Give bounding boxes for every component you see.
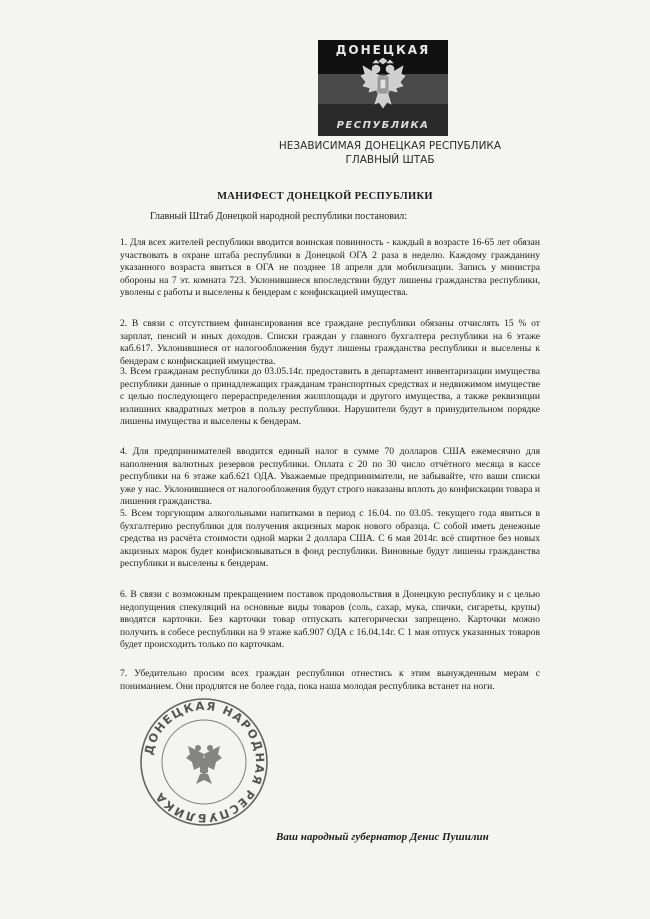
- stamp-eagle-icon: [186, 745, 222, 784]
- paragraph-6: 6. В связи с возможным прекращением поставок продовольствия в Донецкую республику и с целью недопущения спекуляций на основные виды товаров (соль, сахар, мука, спички, сигареты, крупы) вводятся карточки. Без карточки товар отпускать категорически запрещено. Карточки можно получить в собесе республики на 9 этаже каб.907 ОДА с 16.04.14г. С 1 мая отпуск указанных товаров будет происходить только по карточкам.: [120, 589, 540, 651]
- document-intro: Главный Штаб Донецкой народной республики постановил:: [150, 211, 408, 222]
- organization-name: НЕЗАВИСИМАЯ ДОНЕЦКАЯ РЕСПУБЛИКА: [278, 140, 502, 152]
- paragraph-5: 5. Всем торгующим алкогольными напитками в период с 16.04. по 03.05. текущего года явиться в бухгалтерию республики для получения акцизных марок нового образца. С собой иметь денежные средства из расчёта стоимости одной марки 2 доллара США. С 6 мая 2014г. всё спиртное без новых акцизных марок будет конфисковываться в фонд республики. Виновные будут лишены гражданства республики и выселены к бендерам.: [120, 508, 540, 570]
- paragraph-7: 7. Убедительно просим всех граждан республики отнестись к этим вынужденным мерам с пониманием. Они продлятся не более года, пока наша молодая республика встанет на ноги.: [120, 668, 540, 692]
- organization-department: ГЛАВНЫЙ ШТАБ: [345, 154, 435, 166]
- paragraph-1: 1. Для всех жителей республики вводится воинская повинность - каждый в возрасте 16-65 лет обязан участвовать в охране штаба республики в Донецкой ОГА 2 раза в неделю. Каждому гражданину указанного возраста явиться в ОГА не позднее 18 апреля для мобилизации. Запись у министра обороны на 7 эт. комната 723. Уклонившиеся впоследствии будут лишены гражданства республики, уволены с работы и выселены к бендерам с конфискацией имущества.: [120, 237, 540, 299]
- emblem-top-text: ДОНЕЦКАЯ: [335, 43, 431, 57]
- official-stamp: [138, 696, 270, 828]
- double-headed-eagle-icon: [359, 58, 407, 120]
- signature-line: Ваш народный губернатор Денис Пушилин: [276, 831, 489, 843]
- stamp-text: ДОНЕЦКАЯ НАРОДНАЯ РЕСПУБЛИКА: [141, 698, 268, 826]
- document-title: МАНИФЕСТ ДОНЕЦКОЙ РЕСПУБЛИКИ: [217, 191, 433, 202]
- emblem-bottom-text: РЕСПУБЛИКА: [336, 120, 430, 131]
- paragraph-4: 4. Для предпринимателей вводится единый налог в сумме 70 долларов США ежемесячно для наполнения валютных резервов республики. Оплата с 20 по 30 число отчётного месяца в кассе республики на 6 этаже каб.621 ОДА. Уважаемые предприниматели, не забывайте, что ваши списки уже у нас. Уклонившиеся от налогообложения будут строго наказаны вплоть до конфискации товара и лишения гражданства.: [120, 446, 540, 508]
- paragraph-2: 2. В связи с отсутствием финансирования все граждане республики обязаны отчислять 15 % от зарплат, пенсий и иных доходов. Списки граждан у главного бухгалтера республики на 6 этаже каб.617. Уклонившиеся от налогообложения будут лишены гражданства республики и выселены к бендерам с конфискацией имущества.: [120, 318, 540, 367]
- paragraph-3: 3. Всем гражданам республики до 03.05.14г. предоставить в департамент инвентаризации имущества республики данные о принадлежащих гражданам транспортных средствах и недвижимом имуществе с целью последующего перераспределения жилплощади и другого имущества, а также реквизиции излишних квадратных метров в пользу республики. Нарушители будут в принудительном порядке лишены имущества и выселены к бендерам.: [120, 366, 540, 428]
- republic-flag-emblem: [318, 40, 448, 136]
